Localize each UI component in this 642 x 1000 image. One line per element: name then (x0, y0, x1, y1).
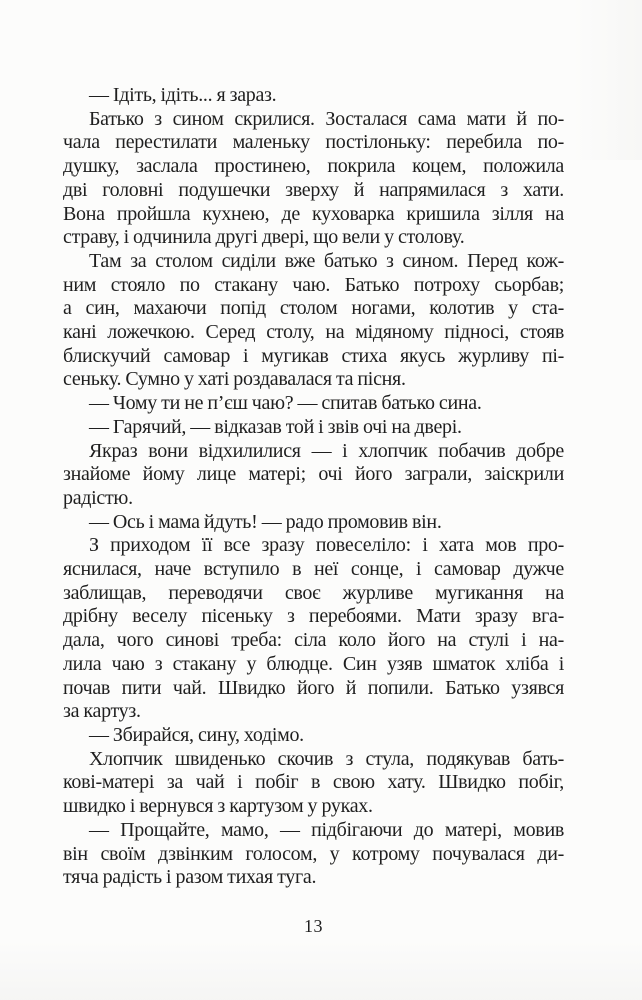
scan-shade-bottom (0, 940, 642, 1000)
text-line: почав пити чай. Швидко його й попили. Батько узявся (63, 676, 564, 699)
page-number: 13 (304, 916, 323, 936)
text-line: чала перестилати маленьку постілоньку: перебила по- (63, 131, 564, 154)
text-line: Батько з сином скрилися. Зосталася сама мати й по- (89, 107, 564, 130)
text-line: лила чаю з стакану у блюдце. Син узяв шматок хліба і (63, 652, 564, 675)
text-line: — Гарячий, — відказав той і звів очі на двері. (89, 415, 462, 438)
scan-shade-right (572, 0, 642, 160)
text-line: яснилася, наче вступило в неї сонце, і самовар дужче (63, 558, 564, 581)
paragraph (63, 748, 564, 819)
text-line: Хлопчик швиденько скочив з стула, подякував бать- (89, 747, 564, 770)
text-line: блискучий самовар і мугикав стиха якусь журливу пі- (63, 344, 564, 367)
text-line: швидко і вернувся з картузом у руках. (63, 795, 373, 818)
text-line: за картуз. (63, 700, 141, 723)
text-line: З приходом її все зразу повеселіло: і хата мов про- (89, 534, 564, 557)
text-line: Якраз вони відхилилися — і хлопчик побачив добре (89, 439, 564, 462)
text-line: заблищав, переводячи своє журливе мугикання на (63, 581, 564, 604)
text-line: кові-матері за чай і побіг в свою хату. Швидко побіг, (63, 771, 564, 794)
text-line: сеньку. Сумно у хаті роздавалася та пісня. (63, 368, 406, 391)
text-line: а син, махаючи попід столом ногами, колотив у ста- (63, 297, 564, 320)
text-line: страву, і одчинила другі двері, що вели у столову. (63, 226, 465, 249)
text-line: дала, чого синові треба: сіла коло його на стулі і на- (63, 629, 564, 652)
paragraph (63, 108, 564, 250)
text-line: він своїм дзвінким голосом, у котрому почувалася ди- (63, 842, 564, 865)
paragraph (63, 84, 564, 108)
text-line: знайоме йому лице матері; очі його заграли, заіскрили (63, 463, 564, 486)
text-line: Там за столом сиділи вже батько з сином. Перед кож- (89, 249, 564, 272)
paragraph (63, 250, 564, 392)
paragraph (63, 819, 564, 890)
text-line: душку, заслала простинею, покрила коцем, положила (63, 155, 564, 178)
text-line: — Збирайся, сину, ходімо. (89, 723, 304, 746)
text-line: кані ложечкою. Серед столу, на мідяному підносі, стояв (63, 321, 564, 344)
text-line: радістю. (63, 486, 133, 509)
text-block (63, 84, 564, 890)
text-line: — Прощайте, мамо, — підбігаючи до матері, мовив (89, 818, 564, 841)
text-line: дрібну веселу пісеньку з перебоями. Мати зразу вга- (63, 605, 564, 628)
text-line: — Ідіть, ідіть... я зараз. (89, 84, 277, 106)
paragraph (63, 416, 564, 440)
text-line: тяча радість і разом тихая туга. (63, 866, 317, 889)
paragraph (63, 440, 564, 511)
text-line: ним стояло по стакану чаю. Батько потроху сьорбав; (63, 273, 564, 296)
text-line: — Чому ти не п’єш чаю? — спитав батько сина. (89, 392, 482, 415)
paragraph (63, 534, 564, 724)
paragraph (63, 724, 564, 748)
text-line: Вона пройшла кухнею, де куховарка кришила зілля на (63, 202, 564, 225)
text-line: дві головні подушечки зверху й напрямилася з хати. (63, 178, 564, 201)
paragraph (63, 392, 564, 416)
text-line: — Ось і мама йдуть! — радо промовив він. (89, 510, 442, 533)
paragraph (63, 511, 564, 535)
